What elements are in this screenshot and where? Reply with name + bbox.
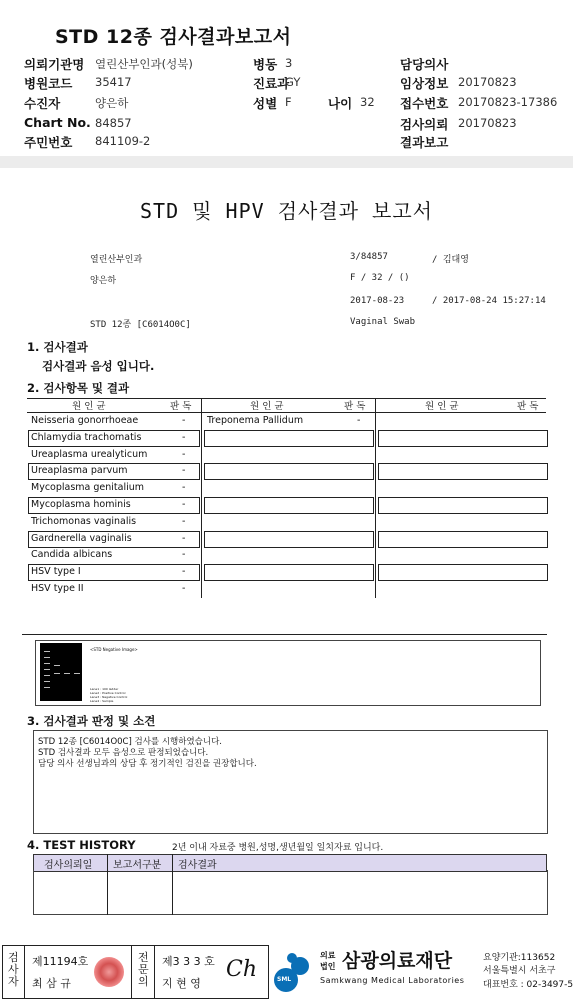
label-clinical-info: 임상정보 — [400, 76, 449, 91]
section3-heading: 3. 검사결과 판정 및 소견 — [27, 714, 156, 728]
label-chart-no: Chart No. — [24, 115, 91, 130]
empty-result-box — [204, 430, 374, 447]
pathogen-result: - — [182, 516, 186, 527]
org-phone: 대표번호 : 02-3497-5 — [483, 980, 573, 990]
report-doctor: / 김대영 — [432, 255, 469, 265]
label-age: 나이 — [328, 96, 353, 111]
value-receipt-number: 20170823-17386 — [458, 95, 558, 109]
specialist-name: 지 현 영 — [162, 977, 201, 990]
gel-caption: <STD Negative Image> — [90, 647, 138, 652]
pathogen-name: Gardnerella vaginalis — [31, 533, 132, 544]
label-receipt-number: 접수번호 — [400, 96, 449, 111]
inspector-seal — [94, 957, 124, 987]
gel-image-frame — [35, 640, 541, 706]
pathogen-name: HSV type II — [31, 583, 84, 594]
empty-result-box — [204, 564, 374, 581]
empty-result-box — [378, 564, 548, 581]
col2-result-header: 판 독 — [344, 401, 366, 412]
pathogen-name: Trichomonas vaginalis — [31, 516, 137, 527]
col1-result-header: 판 독 — [170, 401, 192, 412]
grid-divider-2 — [375, 398, 376, 598]
value-ward: 3 — [285, 56, 293, 70]
value-requesting-org: 열린산부인과(성북) — [95, 57, 193, 71]
label-patient: 수진자 — [24, 96, 61, 111]
history-table-body — [33, 870, 548, 915]
pathogen-name: Ureaplasma parvum — [31, 465, 128, 476]
label-ward: 병동 — [253, 57, 278, 72]
section1-heading: 1. 검사결과 — [27, 340, 88, 354]
report-date-received: 2017-08-23 — [350, 296, 405, 306]
report-date-reported: / 2017-08-24 15:27:14 — [432, 296, 546, 306]
history-col-divider-1 — [107, 854, 108, 915]
pathogen-name: Candida albicans — [31, 549, 113, 560]
gel-legend-2: Lane2 : Positive Control — [90, 691, 126, 695]
sml-logo-text: SML — [277, 976, 292, 983]
grid-divider-1 — [201, 398, 202, 598]
col3-pathogen-header: 원 인 균 — [425, 401, 459, 412]
pathogen-result: - — [182, 499, 186, 510]
empty-result-box — [204, 497, 374, 514]
empty-result-box — [378, 463, 548, 480]
org-name: 삼광의료재단 — [342, 950, 453, 972]
label-doctor: 담당의사 — [400, 57, 449, 72]
value-clinical-info: 20170823 — [458, 75, 517, 89]
value-sex: F — [285, 95, 292, 109]
pathogen-result: - — [182, 549, 186, 560]
pathogen-name: Neisseria gonorrhoeae — [31, 415, 139, 426]
label-test-request: 검사의뢰 — [400, 117, 449, 132]
pathogen-result: - — [182, 583, 186, 594]
value-test-request: 20170823 — [458, 116, 517, 130]
label-requesting-org: 의뢰기관명 — [24, 57, 85, 72]
specialist-number: 제3 3 3 호 — [162, 955, 215, 968]
footer-divider-3 — [154, 945, 155, 998]
report-clinic: 열린산부인과 — [90, 255, 143, 265]
empty-result-box — [204, 531, 374, 548]
report-patient: 양은하 — [90, 276, 117, 286]
gel-legend-4: Lane4 : Sample — [90, 699, 114, 703]
pathogen-result: - — [182, 432, 186, 443]
report-title: STD 및 HPV 검사결과 보고서 — [140, 199, 433, 223]
gel-legend-1: Lane1 : 100 ladder — [90, 687, 119, 691]
empty-result-box — [378, 497, 548, 514]
report-header — [0, 0, 573, 160]
org-code: 요양기관:113652 — [483, 953, 556, 963]
opinion-box — [33, 730, 548, 834]
pathogen-name: HSV type I — [31, 566, 81, 577]
value-resident-number: 841109-2 — [95, 134, 151, 148]
footer-divider-1 — [24, 945, 25, 998]
opinion-line-3: 담당 의사 선생님과의 상담 후 정기적인 검진을 권장합니다. — [38, 759, 257, 769]
pathogen-name: Ureaplasma urealyticum — [31, 449, 148, 460]
value-patient: 양은하 — [95, 96, 129, 110]
pathogen-name: Treponema Pallidum — [207, 415, 304, 426]
inspector-name: 최 삼 규 — [32, 977, 71, 990]
org-type-2: 법인 — [320, 962, 336, 971]
pathogen-name: Mycoplasma hominis — [31, 499, 131, 510]
page-separator — [0, 156, 573, 168]
inspector-number: 제11194호 — [32, 955, 89, 968]
label-department: 진료과 — [253, 76, 290, 91]
col2-pathogen-header: 원 인 균 — [250, 401, 284, 412]
inspector-label: 검사자 — [8, 951, 19, 988]
report-test-code: STD 12종 [C6014O0C] — [90, 320, 191, 330]
gel-legend-3: Lane3 : Negative Control — [90, 695, 128, 699]
history-col-request-date: 검사의뢰일 — [44, 860, 93, 871]
history-col-result: 검사결과 — [178, 860, 217, 871]
value-department: GY — [285, 75, 301, 89]
pathogen-name: Chlamydia trachomatis — [31, 432, 142, 443]
gel-bands-graphic — [40, 643, 82, 701]
specialist-label: 전문의 — [138, 951, 149, 988]
pathogen-result: - — [182, 415, 186, 426]
pathogen-name: Mycoplasma genitalium — [31, 482, 145, 493]
page-title: STD 12종 검사결과보고서 — [55, 26, 292, 48]
history-note: 2년 이내 자료중 병원,성명,생년월일 일치자료 입니다. — [172, 843, 384, 853]
section1-result: 검사결과 음성 입니다. — [42, 359, 155, 373]
pathogen-result: - — [182, 533, 186, 544]
label-sex: 성별 — [253, 96, 278, 111]
pathogen-result: - — [182, 566, 186, 577]
report-footer — [0, 940, 573, 1000]
label-result-report: 결과보고 — [400, 135, 449, 150]
value-age: 32 — [360, 95, 375, 109]
org-type-1: 의료 — [320, 951, 336, 960]
opinion-line-1: STD 12종 [C6014O0C] 검사를 시행하였습니다. — [38, 737, 223, 747]
report-chart-no: 3/84857 — [350, 252, 388, 262]
pathogen-result: - — [182, 449, 186, 460]
section4-heading: 4. TEST HISTORY — [27, 838, 136, 852]
value-hospital-code: 35417 — [95, 75, 132, 89]
pathogen-result: - — [182, 482, 186, 493]
value-chart-no: 84857 — [95, 116, 132, 130]
gel-image — [40, 643, 82, 701]
org-address: 서울특별시 서초구 — [483, 966, 556, 976]
opinion-line-2: STD 검사결과 모두 음성으로 판정되었습니다. — [38, 748, 209, 758]
empty-result-box — [378, 430, 548, 447]
label-hospital-code: 병원코드 — [24, 76, 73, 91]
history-col-report-type: 보고서구분 — [113, 860, 162, 871]
pathogen-result: - — [182, 465, 186, 476]
report-sex-age: F / 32 / () — [350, 273, 410, 283]
pathogen-result: - — [357, 415, 361, 426]
col1-pathogen-header: 원 인 균 — [72, 401, 106, 412]
section-divider — [22, 634, 547, 635]
col3-result-header: 판 독 — [517, 401, 539, 412]
specialist-signature: Ch — [226, 957, 258, 982]
label-resident-number: 주민번호 — [24, 135, 73, 150]
section2-heading: 2. 검사항목 및 결과 — [27, 381, 130, 395]
sml-logo-icon — [272, 950, 316, 994]
empty-result-box — [204, 463, 374, 480]
history-col-divider-2 — [172, 854, 173, 915]
footer-divider-2 — [131, 945, 132, 998]
org-english-name: Samkwang Medical Laboratories — [320, 976, 465, 985]
report-specimen: Vaginal Swab — [350, 317, 416, 327]
empty-result-box — [378, 531, 548, 548]
